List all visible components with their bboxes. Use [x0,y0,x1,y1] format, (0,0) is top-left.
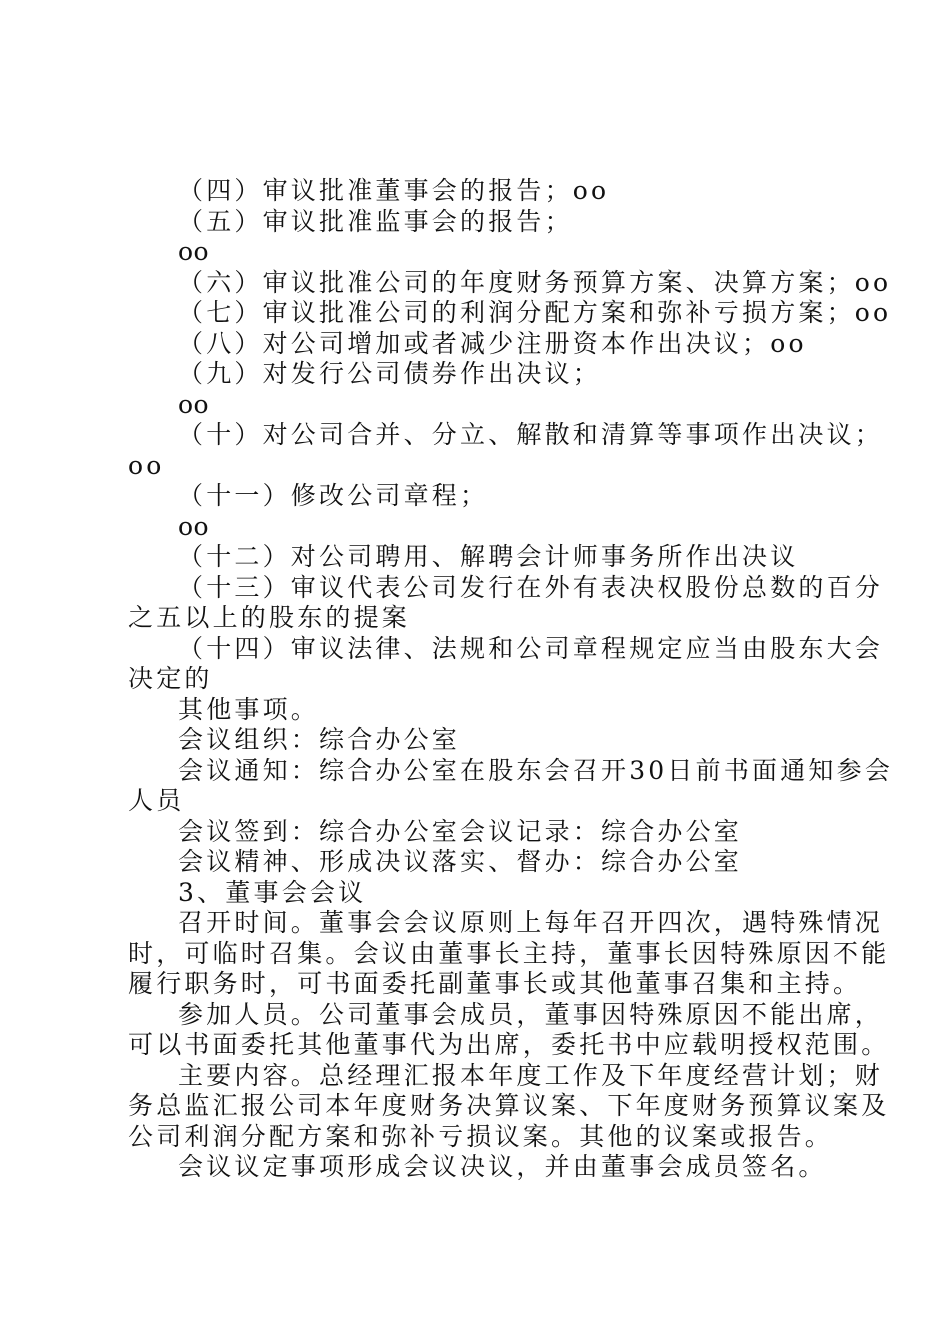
text-line: oo [128,450,165,480]
text-line: 会议签到：综合办公室会议记录：综合办公室 [178,816,743,846]
text-line: 会议通知：综合办公室在股东会召开30日前书面通知参会 [178,755,894,785]
text-line: 参加人员。公司董事会成员，董事因特殊原因不能出席， [178,999,884,1029]
text-line: 主要内容。总经理汇报本年度工作及下年度经营计划；财 [178,1060,884,1090]
text-line: 务总监汇报公司本年度财务决算议案、下年度财务预算议案及 [128,1091,890,1120]
text-line: 会议组织：综合办公室 [178,725,461,754]
text-line: 会议议定事项形成会议决议，并由董事会成员签名。 [178,1152,827,1181]
text-line: 可以书面委托其他董事代为出席，委托书中应载明授权范围。 [128,1030,890,1059]
text-line: （十）对公司合并、分立、解散和清算等事项作出决议； [178,420,884,449]
text-line: 公司利润分配方案和弥补亏损议案。其他的议案或报告。 [128,1121,834,1151]
text-line: 之五以上的股东的提案 [128,603,411,632]
text-line: 决定的 [128,664,213,693]
text-line: （四）审议批准董事会的报告；oo [178,176,610,205]
text-line: （五）审议批准监事会的报告； [178,206,573,236]
text-line: （十三）审议代表公司发行在外有表决权股份总数的百分 [178,572,884,602]
text-line: oo [178,511,210,541]
text-line: oo [178,389,210,419]
text-line: oo [178,237,210,266]
text-line: （六）审议批准公司的年度财务预算方案、决算方案；oo [178,267,892,297]
text-line: （十四）审议法律、法规和公司章程规定应当由股东大会 [178,633,884,663]
text-line: （八）对公司增加或者减少注册资本作出决议；oo [178,328,807,358]
text-line: （七）审议批准公司的利润分配方案和弥补亏损方案；oo [178,298,892,327]
text-line: 人员 [128,786,185,815]
text-line: （九）对发行公司债券作出决议； [178,359,602,388]
text-line: （十二）对公司聘用、解聘会计师事务所作出决议 [178,542,799,571]
text-line: 其他事项。 [178,694,320,724]
text-line: （十一）修改公司章程； [178,481,489,510]
document-body [128,176,894,1183]
text-line: 会议精神、形成决议落实、督办：综合办公室 [178,847,743,876]
section-heading: 3、董事会会议 [178,877,367,907]
text-line: 时，可临时召集。会议由董事长主持，董事长因特殊原因不能 [128,938,890,968]
text-line: 召开时间。董事会会议原则上每年召开四次，遇特殊情况 [178,908,884,937]
text-line: 履行职务时，可书面委托副董事长或其他董事召集和主持。 [128,969,862,998]
